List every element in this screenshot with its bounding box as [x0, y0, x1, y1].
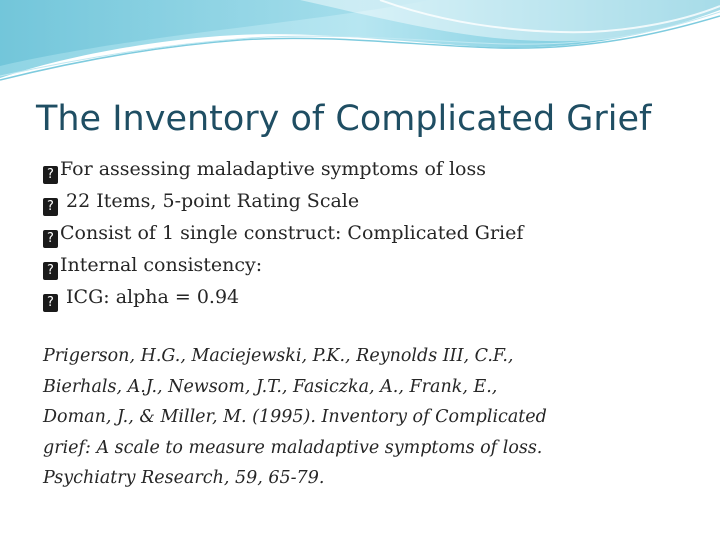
slide-title: The Inventory of Complicated Grief: [36, 99, 652, 139]
missing-glyph-icon: ?: [43, 294, 58, 312]
bullet-text: Consist of 1 single construct: Complicated Grief: [60, 222, 524, 244]
bullet-item: [43, 281, 703, 313]
bullet-text: 22 Items, 5-point Rating Scale: [60, 190, 360, 212]
missing-glyph-icon: ?: [43, 230, 58, 248]
bullet-text: ICG: alpha = 0.94: [60, 286, 240, 308]
bullet-item: [43, 249, 703, 281]
bullet-text: For assessing maladaptive symptoms of loss: [60, 158, 486, 180]
bullet-item: [43, 153, 703, 185]
missing-glyph-icon: ?: [43, 166, 58, 184]
reference-citation: Prigerson, H.G., Maciejewski, P.K., Reynolds III, C.F., Bierhals, A.J., Newsom, J.T., Fasiczka, A., Frank, E., Doman, J., & Miller, M. (1995). Inventory of Complicated grief: A scale to measure maladaptive symptoms of loss. Psychiatry Research, 59, 65-79.: [43, 346, 547, 488]
bullet-item: [43, 217, 703, 249]
header-wave-decoration: [0, 0, 720, 90]
missing-glyph-icon: ?: [43, 262, 58, 280]
bullet-item: [43, 185, 703, 217]
missing-glyph-icon: ?: [43, 198, 58, 216]
bullet-text: Internal consistency:: [60, 254, 263, 276]
bullet-list: [43, 153, 703, 313]
